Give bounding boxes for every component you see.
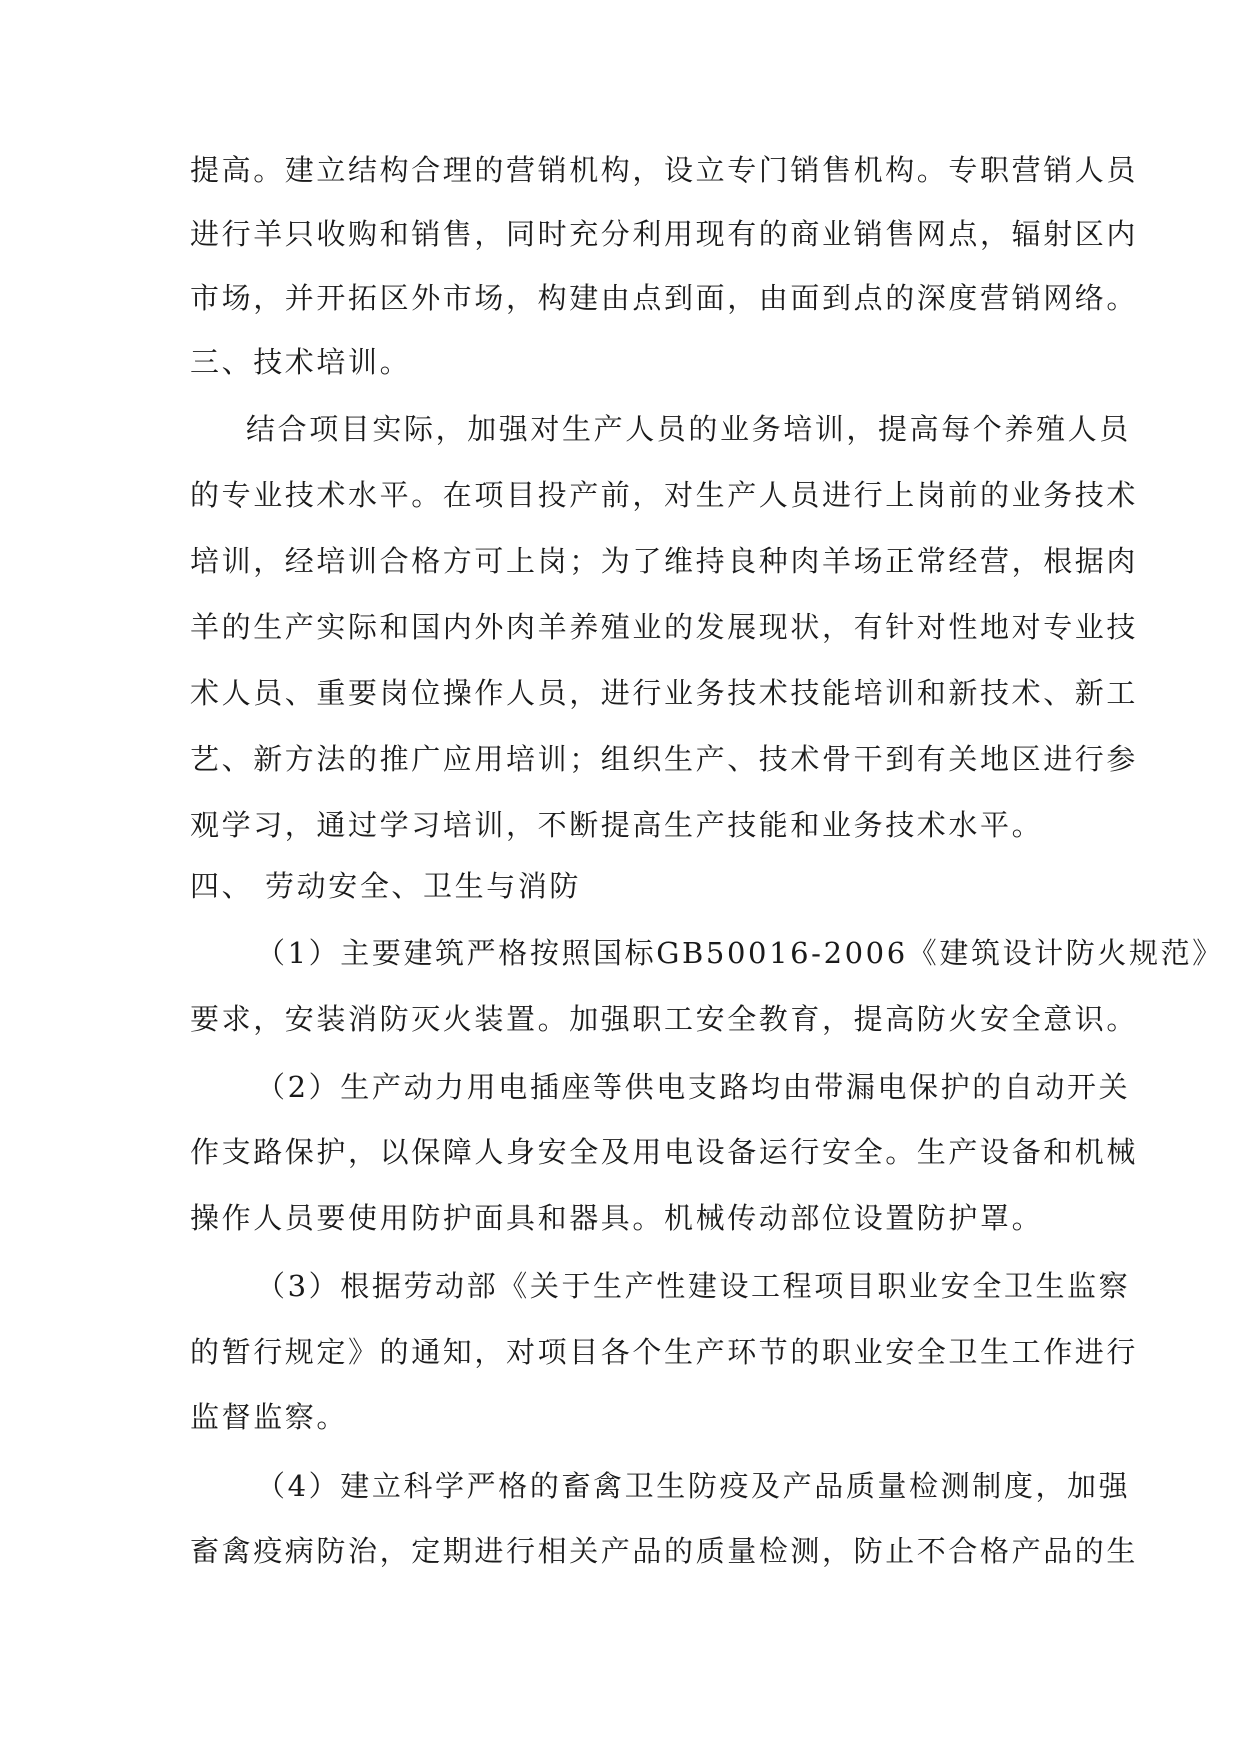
paragraph-line: 市场，并开拓区外市场，构建由点到面，由面到点的深度营销网络。	[190, 281, 1139, 315]
list-item-line: （2）生产动力用电插座等供电支路均由带漏电保护的自动开关	[256, 1070, 1131, 1104]
paragraph-line: 操作人员要使用防护面具和器具。机械传动部位设置防护罩。	[190, 1201, 1044, 1235]
paragraph-line: 进行羊只收购和销售，同时充分利用现有的商业销售网点，辐射区内	[190, 217, 1139, 251]
paragraph-line: 结合项目实际，加强对生产人员的业务培训，提高每个养殖人员	[246, 412, 1131, 446]
paragraph-line: 监督监察。	[190, 1400, 349, 1434]
paragraph-line: 作支路保护，以保障人身安全及用电设备运行安全。生产设备和机械	[190, 1135, 1139, 1169]
paragraph-line: 羊的生产实际和国内外肉羊养殖业的发展现状，有针对性地对专业技	[190, 610, 1139, 644]
paragraph-line: 的专业技术水平。在项目投产前，对生产人员进行上岗前的业务技术	[190, 478, 1139, 512]
paragraph-line: 畜禽疫病防治，定期进行相关产品的质量检测，防止不合格产品的生	[190, 1534, 1139, 1568]
paragraph-line: 的暂行规定》的通知，对项目各个生产环节的职业安全卫生工作进行	[190, 1335, 1139, 1369]
paragraph-line: 艺、新方法的推广应用培训；组织生产、技术骨干到有关地区进行参	[190, 742, 1139, 776]
paragraph-line: 培训，经培训合格方可上岗；为了维持良种肉羊场正常经营，根据肉	[190, 544, 1139, 578]
list-item-line: （1）主要建筑严格按照国标GB50016-2006《建筑设计防火规范》	[256, 936, 1224, 970]
section-heading: 三、技术培训。	[190, 345, 412, 379]
section-heading: 四、 劳动安全、卫生与消防	[190, 869, 582, 903]
list-item-line: （3）根据劳动部《关于生产性建设工程项目职业安全卫生监察	[256, 1269, 1131, 1303]
list-item-line: （4）建立科学严格的畜禽卫生防疫及产品质量检测制度，加强	[256, 1469, 1131, 1503]
paragraph-line: 提高。建立结构合理的营销机构，设立专门销售机构。专职营销人员	[190, 153, 1139, 187]
paragraph-line: 观学习，通过学习培训，不断提高生产技能和业务技术水平。	[190, 808, 1044, 842]
paragraph-line: 术人员、重要岗位操作人员，进行业务技术技能培训和新技术、新工	[190, 676, 1139, 710]
paragraph-line: 要求，安装消防灭火装置。加强职工安全教育，提高防火安全意识。	[190, 1002, 1139, 1036]
